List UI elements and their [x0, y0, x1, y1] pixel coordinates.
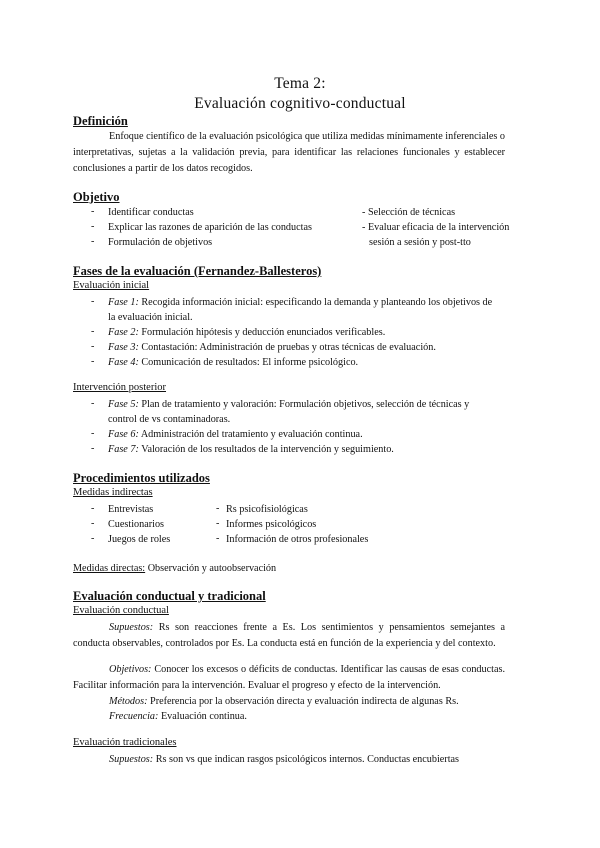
frecuencia-line: Frecuencia: Evaluación continua. [109, 711, 247, 722]
evaluacion-inicial-label: Evaluación inicial [73, 280, 150, 291]
medidas-directas: Medidas directas: Observación y autoobservación [73, 563, 277, 574]
bullet-dash: - [216, 518, 220, 529]
fase-item: Fase 5: Plan de tratamiento y valoración: Formulación objetivos, selección de técnicas y [108, 399, 470, 410]
title-line-1: Tema 2: [274, 75, 326, 92]
objetivos-paragraph: Objetivos: Conocer los excesos o déficits de conductas. Identificar las causas de esas conductas. Facilitar información para la intervención. Evaluar el progreso y efecto de la intervención. [73, 664, 505, 691]
bullet-dash: - [91, 428, 95, 439]
bullet-dash: - [91, 296, 95, 307]
bullet-dash: - [91, 503, 95, 514]
fase-item: Fase 3: Contastación: Administración de pruebas y otras técnicas de evaluación. [108, 342, 436, 353]
bullet-dash: - [91, 356, 95, 367]
fase-item-cont: la evaluación inicial. [108, 312, 193, 323]
supuestos-paragraph: Supuestos: Rs son reacciones frente a Es. Los sentimientos y pensamientos semejantes a conducta observables, controlados por Es. La conducta está en función de la experiencia y del contexto. [73, 622, 506, 649]
fases-heading: Fases de la evaluación (Fernandez-Ballesteros) [73, 264, 322, 278]
bullet-dash: - [216, 533, 220, 544]
objetivo-heading: Objetivo [73, 190, 120, 204]
bullet-dash: - [91, 398, 95, 409]
procedimiento-item: Juegos de roles [108, 534, 171, 545]
fase-item: Fase 4: Comunicación de resultados: El informe psicológico. [108, 357, 359, 368]
bullet-dash: - [91, 518, 95, 529]
evaluacion-heading: Evaluación conductual y tradicional [73, 589, 266, 603]
evaluacion-tradicional-label: Evaluación tradicionales [73, 737, 177, 748]
definicion-text: Enfoque científico de la evaluación psicológica que utiliza medidas mínimamente inferenciales o interpretativas, sujetas a la validación previa, para identificar las relaciones funcionales y establecer conclusiones a partir de los datos recogidos. [73, 131, 505, 174]
procedimiento-item-right: Informes psicológicos [226, 519, 317, 530]
bullet-dash: - [91, 341, 95, 352]
fase-item: Fase 7: Valoración de los resultados de la intervención y seguimiento. [108, 444, 394, 455]
definicion-heading: Definición [73, 114, 128, 128]
fase-item: Fase 6: Administración del tratamiento y evaluación continua. [108, 429, 363, 440]
title-line-2: Evaluación cognitivo-conductual [194, 95, 406, 112]
bullet-dash: - [91, 443, 95, 454]
bullet-dash: - [216, 503, 220, 514]
bullet-dash: - [91, 221, 95, 232]
objetivo-item-right: sesión a sesión y post-tto [369, 237, 471, 248]
fase-item: Fase 2: Formulación hipótesis y deducción enunciados verificables. [108, 327, 386, 338]
procedimientos-heading: Procedimientos utilizados [73, 471, 210, 485]
evaluacion-conductual-label: Evaluación conductual [73, 605, 169, 616]
metodos-line: Métodos: Preferencia por la observación directa y evaluación indirecta de algunas Rs. [109, 696, 459, 707]
objetivo-item-right: - Selección de técnicas [362, 207, 456, 218]
objetivo-item: Explicar las razones de aparición de las conductas [108, 222, 312, 233]
fase-item: Fase 1: Recogida información inicial: especificando la demanda y planteando los objetivos de [108, 297, 493, 308]
bullet-dash: - [91, 236, 95, 247]
bullet-dash: - [91, 326, 95, 337]
procedimiento-item: Entrevistas [108, 504, 154, 515]
intervencion-posterior-label: Intervención posterior [73, 382, 167, 393]
objetivo-item: Identificar conductas [108, 207, 194, 218]
objetivo-item-right: - Evaluar eficacia de la intervención [362, 222, 510, 233]
procedimiento-item: Cuestionarios [108, 519, 165, 530]
bullet-dash: - [91, 533, 95, 544]
procedimiento-item-right: Rs psicofisiológicas [226, 504, 308, 515]
trad-supuestos-line: Supuestos: Rs son vs que indican rasgos psicológicos internos. Conductas encubiertas [109, 754, 460, 765]
medidas-indirectas-label: Medidas indirectas [73, 487, 153, 498]
procedimiento-item-right: Información de otros profesionales [226, 534, 369, 545]
fase-item-cont: control de vs contaminadoras. [108, 414, 231, 425]
bullet-dash: - [91, 206, 95, 217]
objetivo-item: Formulación de objetivos [108, 237, 213, 248]
